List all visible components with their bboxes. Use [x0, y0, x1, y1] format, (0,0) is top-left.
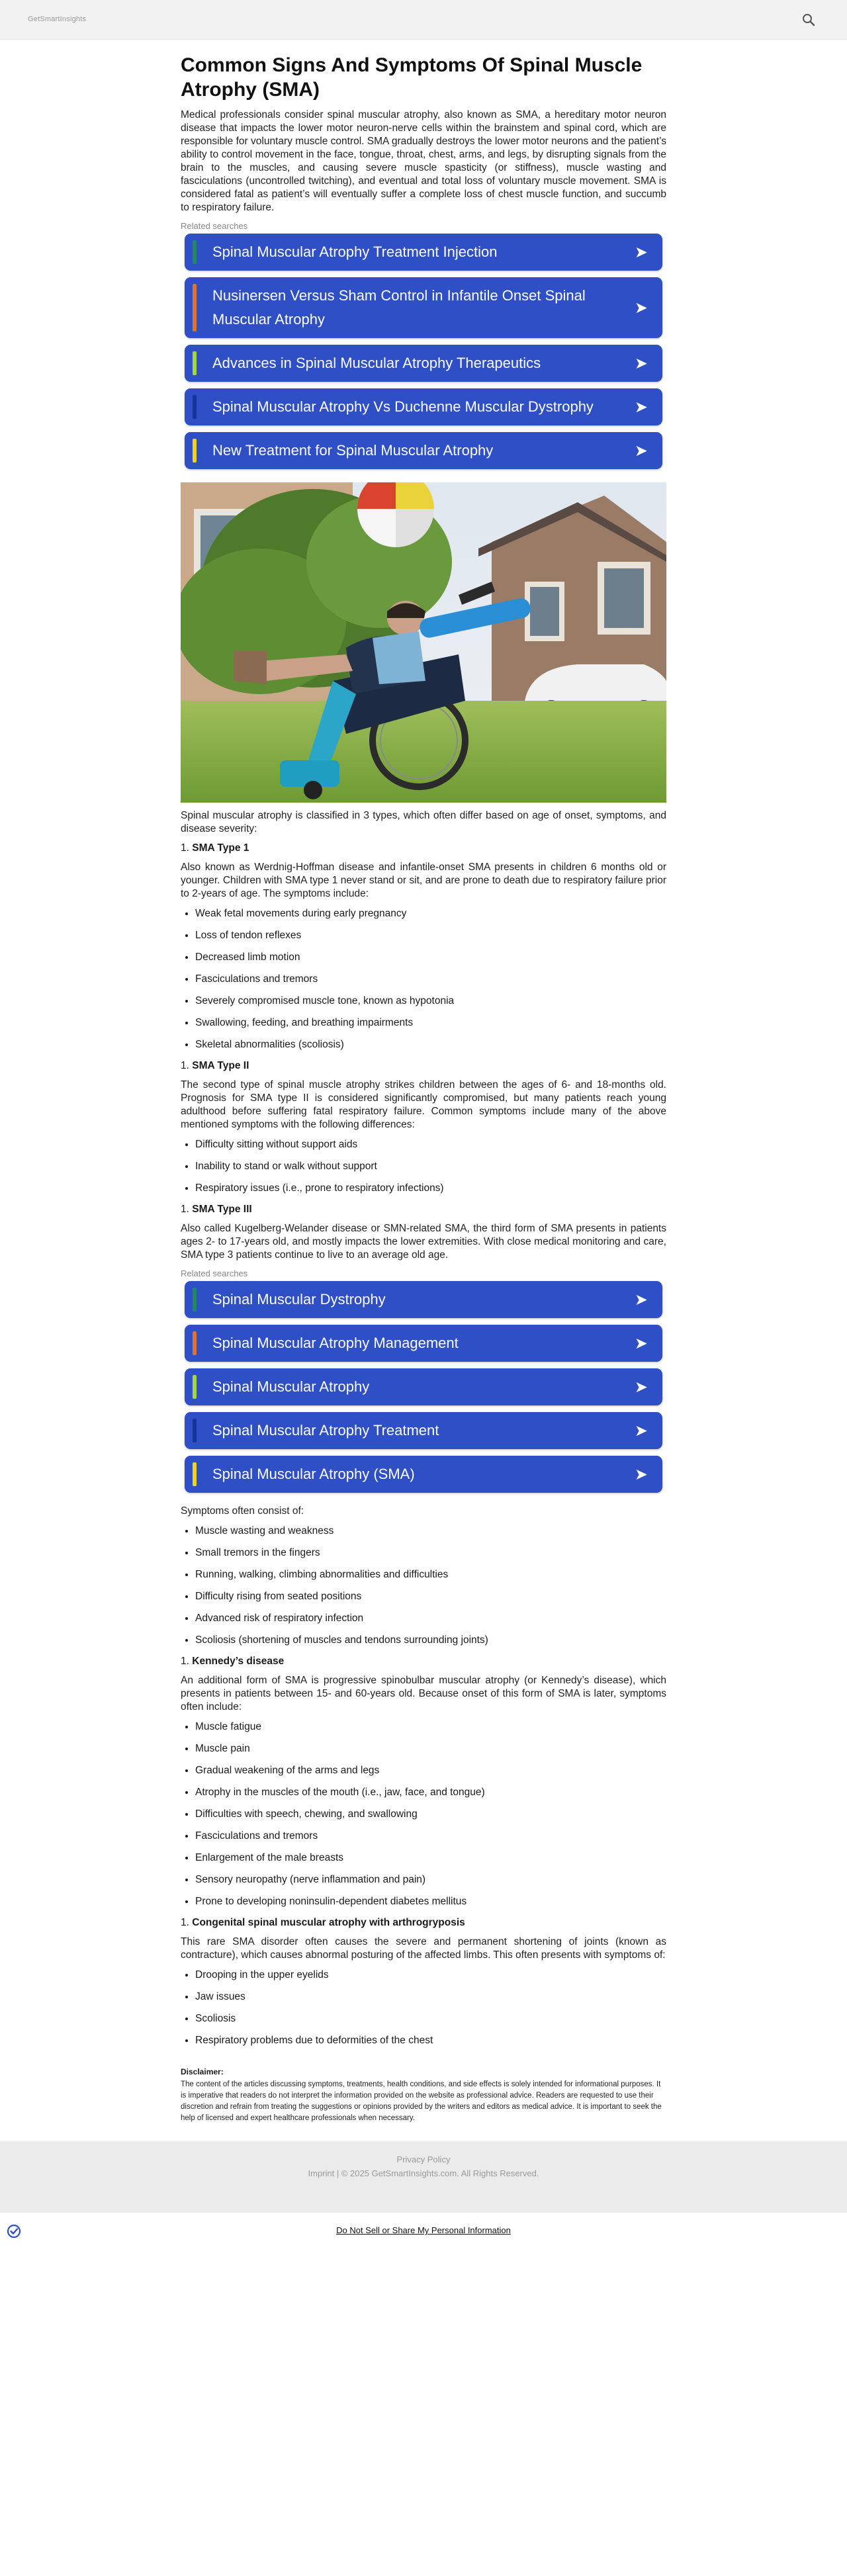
accent-bar: [193, 240, 197, 264]
more-section: [181, 1505, 666, 2047]
list-item: • Small tremors in the fingers: [195, 1546, 666, 1560]
site-logo[interactable]: GetSmartInsights: [28, 15, 87, 23]
list-item: • Respiratory issues (i.e., prone to respiratory infections): [195, 1182, 666, 1195]
arrow-right-icon: ➤: [634, 398, 648, 416]
section-heading-kennedy: 1. Kennedy’s disease: [181, 1656, 285, 1667]
accent-bar: [193, 351, 197, 375]
disclaimer-text: The content of the articles discussing symptoms, treatments, health conditions, and side effects is solely intended for informational purposes. It is imperative that readers do not interpret the information provided on the website as professional advice. Readers are requested to use their discretion and refrain from treating the suggestions or opinions provided by the writers and editors as medical advice. It is important to seek the help of licensed and expert healthcare professionals when necessary.: [181, 2080, 662, 2122]
privacy-policy-link[interactable]: Privacy Policy: [396, 2154, 451, 2164]
kennedy-symptom-list: [181, 1720, 666, 1908]
kennedy-paragraph: An additional form of SMA is progressive spinobulbar muscular atrophy (or Kennedy’s disease), which presents in patients between 15- and 60-years old. Because onset of this form of SMA is later, symptoms often include:: [181, 1675, 666, 1712]
arrow-right-icon: ➤: [634, 1465, 648, 1484]
related-searches-list: [181, 234, 666, 469]
arrow-right-icon: ➤: [634, 1334, 648, 1353]
related-search-label: Advances in Spinal Muscular Atrophy Therapeutics: [212, 355, 541, 371]
symptoms-intro: Symptoms often consist of:: [181, 1505, 304, 1517]
related-search-label: Spinal Muscular Atrophy (SMA): [212, 1466, 415, 1482]
related-search-label: Nusinersen Versus Sham Control in Infantile Onset Spinal Muscular Atrophy: [212, 287, 586, 328]
related-search-label: Spinal Muscular Atrophy: [212, 1378, 370, 1395]
list-item: • Inability to stand or walk without support: [195, 1160, 666, 1173]
list-item: • Atrophy in the muscles of the mouth (i.e., jaw, face, and tongue): [195, 1786, 666, 1799]
related-search-label: Spinal Muscular Atrophy Management: [212, 1335, 459, 1351]
section-heading-type1: 1. SMA Type 1: [181, 842, 249, 854]
list-item: • Difficulty sitting without support aids: [195, 1138, 666, 1151]
arrow-right-icon: ➤: [634, 243, 648, 261]
section-heading-type3: 1. SMA Type III: [181, 1204, 252, 1215]
accent-bar: [193, 1462, 197, 1486]
type3-paragraph: Also called Kugelberg-Welander disease or SMN-related SMA, the third form of SMA presents in patients ages 2- to 17-years old, and mostly impacts the lower extremities. With close medical monitoring and care, SMA type 3 patients continue to live to an average old age.: [181, 1223, 666, 1261]
related-search-label: New Treatment for Spinal Muscular Atrophy: [212, 442, 494, 459]
related-search-button[interactable]: [185, 1281, 662, 1318]
section-heading-type2: 1. SMA Type II: [181, 1060, 249, 1071]
arrow-right-icon: ➤: [634, 1290, 648, 1309]
type1-symptom-list: [181, 907, 666, 1051]
arrow-right-icon: ➤: [634, 298, 648, 317]
search-icon[interactable]: [801, 12, 817, 28]
intro-paragraph: Medical professionals consider spinal muscular atrophy, also known as SMA, a hereditary motor neuron disease that impacts the lower motor neuron-nerve cells within the brainstem and spinal cord, which are responsible for voluntary muscle control. SMA gradually destroys the lower motor neurons and the patient’s ability to control movement in the face, tongue, throat, chest, arms, and legs, by disrupting signals from the brain to the muscles, and causing severe muscle spasticity (or stiffness), muscle wasting and fasciculations (uncontrolled twitching), and eventual and total loss of voluntary muscle movement. SMA is considered fatal as patient’s will eventually suffer a complete loss of chest muscle function, and succumb to respiratory failure.: [181, 109, 666, 213]
related-search-button[interactable]: [185, 1325, 662, 1362]
type1-paragraph: Also known as Werdnig-Hoffman disease and infantile-onset SMA presents in children 6 months old or younger. Children with SMA type 1 never stand or sit, and are prone to death due to respiratory failure prior to 2-years of age. The symptoms include:: [181, 862, 666, 899]
list-item: • Muscle fatigue: [195, 1720, 666, 1734]
related-search-button[interactable]: [185, 1368, 662, 1405]
arrow-right-icon: ➤: [634, 354, 648, 373]
arrow-right-icon: ➤: [634, 1421, 648, 1440]
list-item: • Drooping in the upper eyelids: [195, 1969, 666, 1982]
congenital-paragraph: This rare SMA disorder often causes the severe and permanent shortening of joints (known as contracture), which causes abnormal posturing of the affected limbs. This often presents with symptoms of:: [181, 1936, 666, 1961]
types-section: [181, 809, 666, 1262]
related-search-button[interactable]: [185, 345, 662, 382]
bottom-bar: [0, 2213, 847, 2250]
classification-paragraph: Spinal muscular atrophy is classified in 3 types, which often differ based on age of onset, symptoms, and disease severity:: [181, 810, 666, 834]
top-bar: [0, 0, 847, 40]
list-item: • Fasciculations and tremors: [195, 973, 666, 986]
list-item: • Decreased limb motion: [195, 951, 666, 964]
related-search-button[interactable]: [185, 1412, 662, 1449]
list-item: • Difficulties with speech, chewing, and swallowing: [195, 1808, 666, 1821]
footer: [0, 2141, 847, 2213]
list-item: • Weak fetal movements during early pregnancy: [195, 907, 666, 920]
page-title: Common Signs And Symptoms Of Spinal Muscle Atrophy (SMA): [181, 54, 643, 101]
list-item: • Scoliosis: [195, 2012, 666, 2025]
type2-paragraph: The second type of spinal muscle atrophy strikes children between the ages of 6- and 18-months old. Prognosis for SMA type II is considered significantly compromised, but many patients reach young adulthood before suffering fatal respiratory failure. Common symptoms include many of the above mentioned symptoms with the following differences:: [181, 1079, 666, 1130]
related-search-label: Spinal Muscular Atrophy Treatment: [212, 1422, 439, 1439]
accent-bar: [193, 284, 197, 332]
list-item: • Prone to developing noninsulin-dependent diabetes mellitus: [195, 1895, 666, 1908]
list-item: • Sensory neuropathy (nerve inflammation and pain): [195, 1873, 666, 1887]
accent-bar: [193, 1419, 197, 1443]
related-search-button[interactable]: [185, 277, 662, 338]
related-searches-label: Related searches: [181, 1268, 248, 1278]
related-search-button[interactable]: [185, 432, 662, 469]
list-item: • Muscle wasting and weakness: [195, 1525, 666, 1538]
related-search-label: Spinal Muscular Dystrophy: [212, 1291, 386, 1308]
list-item: • Swallowing, feeding, and breathing impairments: [195, 1016, 666, 1030]
arrow-right-icon: ➤: [634, 441, 648, 460]
list-item: • Muscle pain: [195, 1742, 666, 1755]
list-item: • Respiratory problems due to deformities of the chest: [195, 2034, 666, 2047]
disclaimer: [181, 2067, 666, 2141]
copyright-text: Imprint | © 2025 GetSmartInsights.com. All Rights Reserved.: [308, 2168, 539, 2178]
list-item: • Skeletal abnormalities (scoliosis): [195, 1038, 666, 1051]
related-search-button[interactable]: [185, 1456, 662, 1493]
do-not-sell-link[interactable]: Do Not Sell or Share My Personal Information: [336, 2225, 511, 2235]
list-item: • Jaw issues: [195, 1990, 666, 2004]
congenital-symptom-list: [181, 1969, 666, 2047]
list-item: • Gradual weakening of the arms and legs: [195, 1764, 666, 1777]
section-heading-congenital: 1. Congenital spinal muscular atrophy with arthrogryposis: [181, 1917, 465, 1928]
list-item: • Severely compromised muscle tone, known as hypotonia: [195, 995, 666, 1008]
common-symptom-list: [181, 1525, 666, 1647]
list-item: • Fasciculations and tremors: [195, 1830, 666, 1843]
accent-bar: [193, 439, 197, 463]
related-search-button[interactable]: [185, 234, 662, 271]
arrow-right-icon: ➤: [634, 1378, 648, 1396]
hero-image: [181, 482, 666, 803]
accent-bar: [193, 395, 197, 419]
related-searches-label: Related searches: [181, 221, 248, 231]
accent-bar: [193, 1375, 197, 1399]
accent-bar: [193, 1288, 197, 1311]
related-search-label: Spinal Muscular Atrophy Vs Duchenne Muscular Dystrophy: [212, 398, 594, 415]
related-searches-list: [181, 1281, 666, 1493]
list-item: • Scoliosis (shortening of muscles and tendons surrounding joints): [195, 1634, 666, 1647]
list-item: • Enlargement of the male breasts: [195, 1851, 666, 1865]
related-search-button[interactable]: [185, 388, 662, 425]
list-item: • Advanced risk of respiratory infection: [195, 1612, 666, 1625]
list-item: • Loss of tendon reflexes: [195, 929, 666, 942]
article-container: [181, 40, 666, 2141]
list-item: • Running, walking, climbing abnormalities and difficulties: [195, 1568, 666, 1581]
related-search-label: Spinal Muscular Atrophy Treatment Injection: [212, 244, 498, 260]
disclaimer-title: Disclaimer:: [181, 2067, 224, 2076]
type2-symptom-list: [181, 1138, 666, 1195]
accent-bar: [193, 1331, 197, 1355]
list-item: • Difficulty rising from seated positions: [195, 1590, 666, 1603]
